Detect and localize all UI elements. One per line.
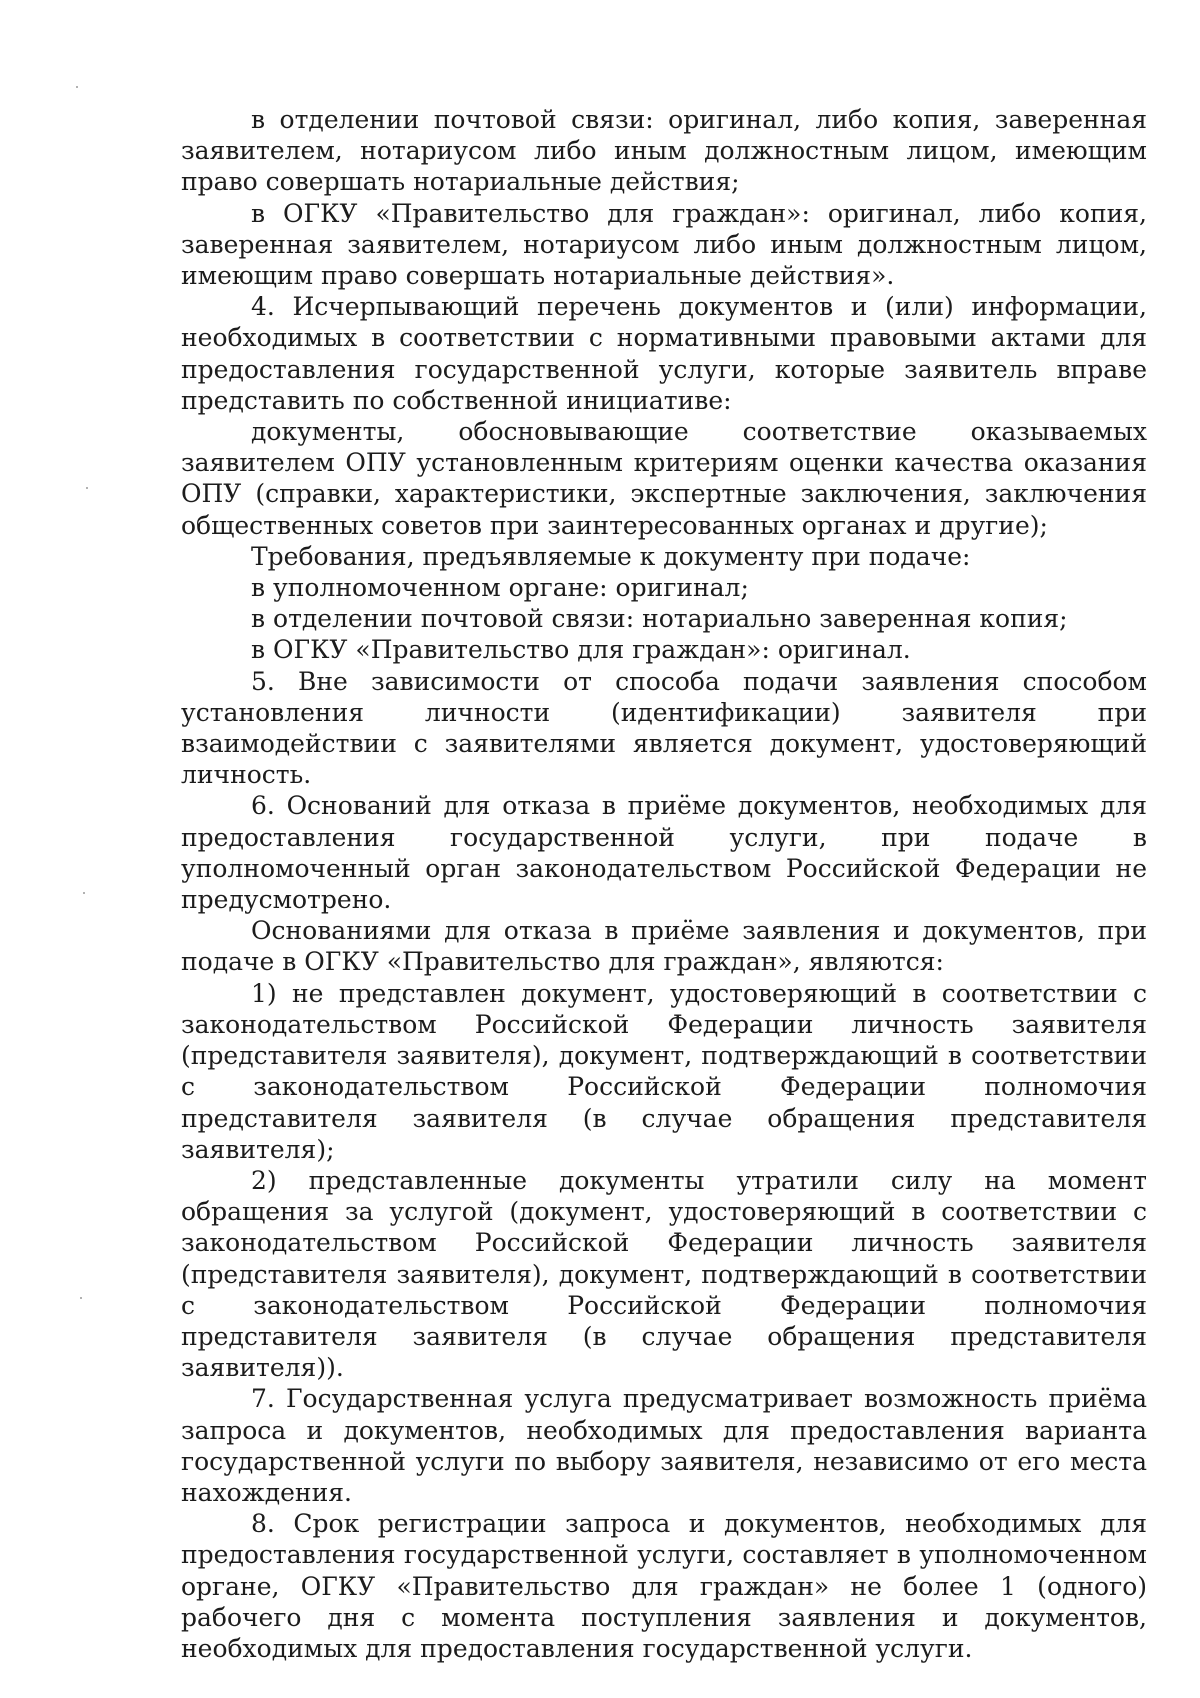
- paragraph-ground-2: 2) представленные документы утратили силу на момент обращения за услугой (документ, удостоверяющий в соответствии с законодательством Российской Федерации личность заявителя (представителя заявителя), документ, подтверждающий в соответствии с законодательством Российской Федерации полномочия представителя заявителя (в случае обращения представителя заявителя)).: [181, 1165, 1147, 1383]
- paragraph-item-5: 5. Вне зависимости от способа подачи заявления способом установления личности (идентификации) заявителя при взаимодействии с заявителями является документ, удостоверяющий личность.: [181, 666, 1147, 790]
- scan-speck: [86, 487, 88, 489]
- paragraph-item-6: 6. Оснований для отказа в приёме документов, необходимых для предоставления государственной услуги, при подаче в уполномоченный орган законодательством Российской Федерации не предусмотрено.: [181, 791, 1147, 915]
- paragraph-authorized-body: в уполномоченном органе: оригинал;: [251, 573, 749, 603]
- paragraph-ground-1: 1) не представлен документ, удостоверяющий в соответствии с законодательством Российской Федерации личность заявителя (представителя заявителя), документ, подтверждающий в соответствии с законодательством Российской Федерации полномочия представителя заявителя (в случае обращения представителя заявителя);: [181, 978, 1147, 1164]
- scan-speck: [80, 1297, 82, 1299]
- paragraph-requirements-heading: Требования, предъявляемые к документу при подаче:: [251, 541, 971, 571]
- paragraph-ogku-original: в ОГКУ «Правительство для граждан»: оригинал.: [251, 635, 911, 665]
- paragraph-postal-requirement: в отделении почтовой связи: оригинал, либо копия, заверенная заявителем, нотариусом либо иным должностным лицом, имеющим право совершать нотариальные действия;: [181, 105, 1147, 197]
- paragraph-postal-copy: в отделении почтовой связи: нотариально заверенная копия;: [251, 604, 1068, 634]
- scan-speck: [83, 892, 85, 894]
- paragraph-item-4: 4. Исчерпывающий перечень документов и (или) информации, необходимых в соответствии с нормативными правовыми актами для предоставления государственной услуги, которые заявитель вправе представить по собственной инициативе:: [181, 292, 1147, 415]
- paragraph-supporting-documents: документы, обосновывающие соответствие оказываемых заявителем ОПУ установленным критериям оценки качества оказания ОПУ (справки, характеристики, экспертные заключения, заключения общественных советов при заинтересованных органах и другие);: [181, 417, 1147, 540]
- paragraph-refusal-grounds: Основаниями для отказа в приёме заявления и документов, при подаче в ОГКУ «Правительство для граждан», являются:: [181, 916, 1147, 977]
- paragraph-item-7: 7. Государственная услуга предусматривает возможность приёма запроса и документов, необходимых для предоставления варианта государственной услуги по выбору заявителя, независимо от его места нахождения.: [181, 1384, 1147, 1507]
- document-body: [181, 104, 1147, 1664]
- paragraph-ogku-requirement: в ОГКУ «Правительство для граждан»: оригинал, либо копия, заверенная заявителем, нотариусом либо иным должностным лицом, имеющим право совершать нотариальные действия».: [181, 198, 1147, 291]
- scan-speck: [76, 86, 78, 88]
- paragraph-item-8: 8. Срок регистрации запроса и документов, необходимых для предоставления государственной услуги, составляет в уполномоченном органе, ОГКУ «Правительство для граждан» не более 1 (одного) рабочего дня с момента поступления заявления и документов, необходимых для предоставления государственной услуги.: [181, 1509, 1147, 1663]
